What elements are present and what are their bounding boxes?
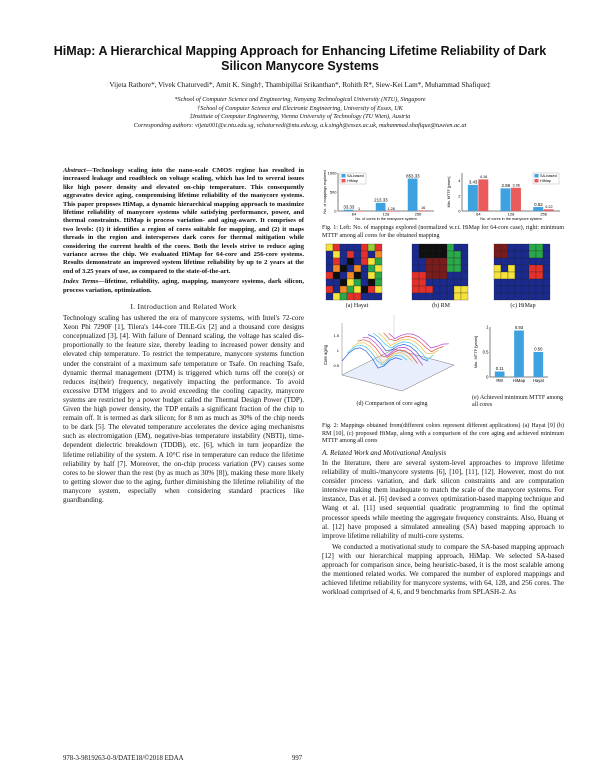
subcaption-d: (d) Comparison of core aging: [356, 401, 428, 408]
hmc-cell: [529, 258, 536, 265]
hmc-cell: [529, 279, 536, 286]
hmc-cell: [494, 251, 501, 258]
surface-core-aging: [322, 315, 462, 399]
hma-cell: [368, 272, 375, 279]
hma-cell: [354, 286, 361, 293]
hmb-cell: [454, 272, 461, 279]
figure-2: [322, 243, 564, 423]
right-column: [322, 167, 564, 597]
footer-isbn: 978-3-9819263-0-9/DATE18/©2018 EDAA: [63, 755, 184, 762]
c1-legend-swatch: [342, 179, 346, 183]
hmb-cell: [454, 265, 461, 272]
hma-cell: [340, 251, 347, 258]
c1-data-label: 33.33: [343, 204, 355, 210]
c2-data-label: 0.22: [545, 205, 553, 210]
hma-cell: [375, 272, 382, 279]
hma-cell: [340, 258, 347, 265]
hma-cell: [361, 286, 368, 293]
hma-cell: [361, 244, 368, 251]
subcaption-a: (a) Hayat: [345, 303, 369, 310]
hma-cell: [333, 258, 340, 265]
hma-cell: [361, 272, 368, 279]
hma-cell: [326, 244, 333, 251]
hma-cell: [340, 244, 347, 251]
hma-cell: [347, 293, 354, 300]
hmb-cell: [412, 279, 419, 286]
hmc-cell: [522, 258, 529, 265]
index-terms-lead: Index Terms: [63, 278, 99, 286]
hma-cell: [368, 286, 375, 293]
hma-cell: [354, 244, 361, 251]
hmb-cell: [461, 279, 468, 286]
hmc-cell: [515, 258, 522, 265]
c2-xtick: 256: [540, 211, 548, 217]
hma-cell: [354, 251, 361, 258]
chart-min-mttf: [446, 167, 564, 223]
hmb-cell: [461, 258, 468, 265]
hma-cell: [354, 272, 361, 279]
hmb-cell: [419, 244, 426, 251]
hmb-cell: [440, 286, 447, 293]
c3-ytick: 0.5: [482, 349, 489, 355]
hmc-cell: [515, 251, 522, 258]
hma-cell: [326, 293, 333, 300]
c2-ytick: 4: [458, 178, 461, 184]
hmc-cell: [522, 272, 529, 279]
hmb-cell: [454, 293, 461, 300]
hmc-cell: [494, 265, 501, 272]
hma-cell: [361, 265, 368, 272]
c1-bar: [408, 179, 418, 211]
hmb-cell: [447, 265, 454, 272]
hmb-cell: [447, 258, 454, 265]
hma-cell: [361, 251, 368, 258]
c2-ytick: 2: [458, 193, 461, 199]
hmc-cell: [508, 293, 515, 300]
hmc-cell: [536, 251, 543, 258]
hmb-cell: [412, 286, 419, 293]
hmc-cell: [501, 251, 508, 258]
hma-cell: [326, 251, 333, 258]
surface-zlabel: Core aging: [323, 344, 328, 366]
hmb-cell: [440, 272, 447, 279]
hmb-cell: [440, 251, 447, 258]
hmc-cell: [536, 293, 543, 300]
hmc-cell: [543, 272, 550, 279]
hmc-cell: [529, 293, 536, 300]
c2-data-label: 0.52: [534, 201, 543, 207]
hma-cell: [354, 279, 361, 286]
hma-cell: [333, 293, 340, 300]
hmc-cell: [536, 286, 543, 293]
left-column: [63, 167, 304, 505]
hma-cell: [361, 258, 368, 265]
hmb-cell: [454, 244, 461, 251]
abstract-text: —Technology scaling into the nano-scale CMOS regime has resulted in increased leakage and roadblock on voltage scaling, which has led to several issues like high power density and elevated on-chip temperature. This consequently aggravates device aging, compromising lifetime reliability of the manycore systems. This paper proposes HiMap, a dynamic hierarchical mapping approach to maximize lifetime reliability of manycore systems while satisfying performance, power, and thermal constraints. HiMap is process variation- and aging-aware. It comprises of two levels: (1) it identifies a region of cores suitable for mapping, and (2) it maps threads in the region and intersperses dark cores for thermal mitigation while considering the current health of the cores. Both the levels strive to reduce aging variance across the chip. We evaluated HiMap for 64-core and 256-core systems. Results demonstrate an improved system lifetime reliability by up to 2 years at the end of 3.25 years of use, as compared to the state-of-the-art.: [63, 167, 304, 275]
hmb-cell: [454, 258, 461, 265]
hma-cell: [333, 272, 340, 279]
hma-cell: [347, 265, 354, 272]
hmc-cell: [508, 258, 515, 265]
c3-bar: [534, 352, 544, 377]
c2-bar: [533, 207, 543, 211]
hmb-cell: [433, 293, 440, 300]
hmb-cell: [447, 244, 454, 251]
c3-ylabel: Min. MTTF [years]: [473, 335, 478, 369]
hma-cell: [326, 279, 333, 286]
c1-data-label: 213.33: [374, 197, 388, 203]
c1-bar: [376, 203, 386, 211]
hmc-cell: [536, 279, 543, 286]
affiliation-essex: †School of Computer Science and Electronic Engineering, University of Essex, UK: [197, 104, 403, 112]
hmc-cell: [515, 286, 522, 293]
c3-data-label: 0.93: [514, 325, 524, 331]
hmb-cell: [419, 272, 426, 279]
hmb-cell: [440, 293, 447, 300]
hmc-cell: [543, 265, 550, 272]
hma-cell: [347, 286, 354, 293]
section-heading-intro: I. Introduction and Related Work: [130, 302, 237, 312]
hma-cell: [347, 279, 354, 286]
hma-cell: [333, 279, 340, 286]
hmb-cell: [447, 293, 454, 300]
c2-ytick: 0: [458, 208, 461, 214]
c1-ytick: 500: [329, 189, 337, 195]
hmb-cell: [412, 244, 419, 251]
hmc-cell: [501, 272, 508, 279]
c2-bar: [468, 185, 478, 211]
c3-ytick: 0: [486, 374, 489, 380]
hmc-cell: [543, 286, 550, 293]
hmc-cell: [522, 265, 529, 272]
figure-1: [322, 167, 564, 225]
hmb-cell: [419, 265, 426, 272]
hma-cell: [375, 286, 382, 293]
chart-achieved-mttf: [472, 319, 552, 393]
hmb-cell: [461, 272, 468, 279]
c1-xlabel: No. of cores in the manycore system: [355, 217, 417, 221]
hmb-cell: [454, 286, 461, 293]
hmc-cell: [522, 286, 529, 293]
surface-ztick: 1.5: [333, 333, 339, 339]
hmc-cell: [536, 244, 543, 251]
hmb-cell: [440, 258, 447, 265]
hmb-cell: [426, 286, 433, 293]
c3-xtick: HiMap: [512, 378, 526, 384]
affiliation-tuwien: ‡Institute of Computer Engineering, Vienna University of Technology (TU Wien), Austria: [189, 113, 411, 120]
hmb-cell: [433, 286, 440, 293]
hmc-cell: [501, 279, 508, 286]
c2-legend-swatch: [535, 174, 539, 178]
hmb-cell: [447, 251, 454, 258]
c1-data-label: 1: [358, 206, 361, 211]
hmb-cell: [426, 265, 433, 272]
heatmap-rm: [410, 243, 472, 301]
hma-cell: [354, 265, 361, 272]
hma-cell: [375, 279, 382, 286]
hma-cell: [340, 265, 347, 272]
hmb-cell: [419, 286, 426, 293]
c1-xtick: 128: [382, 211, 390, 217]
hma-cell: [326, 286, 333, 293]
hma-cell: [326, 272, 333, 279]
c2-xlabel: No. of cores in the manycore system: [480, 217, 542, 221]
hmc-cell: [515, 244, 522, 251]
hmc-cell: [494, 272, 501, 279]
subsection-heading-related-work: A. Related Work and Motivational Analysis: [322, 448, 447, 457]
c1-data-label: 853.33: [406, 173, 420, 179]
c2-legend-swatch: [535, 179, 539, 183]
c1-legend-label: SA-based: [347, 174, 364, 179]
intro-paragraph: Technology scaling has ushered the era of manycore systems, with Intel's 72-core Xeon Phi 7290F [1], Tilera's 144-core TILE-Gx [2] and a thousand core designs conceptualized [3], [4]. With failure of Dennard scaling, the voltage has scaled dis-proportionally to the feature size, thereby leading to increased power density and elevated chip temperature. To restrict the temperature, manycore systems function under the constraint of a maximum safe temperature or Tsafe. On reaching Tsafe, dynamic thermal management (DTM) is triggered which turns off the core(s) or reduces its(their) frequency, negatively impacting the performance. To avoid excessive DTM triggers and to avoid exceeding the cooling capacity, manycore systems are restricted by a power budget called the Thermal Design Power (TDP). Given the high power density, the TDP entails a significant fraction of the chip to remain off. It is termed as dark silicon; for 8 nm as much as 30% of the chip needs to be dark [5]. The elevated temperature accelerates the device aging mechanisms such as electromigation (EM), negative-bias temperature instability (NBTI), time-dependent dielectric breakdown (TDDB), etc. [6], which in turn jeopardize the lifetime reliability of the system. A 10°C rise in temperature can reduce the lifetime reliability by half [7]. Moreover, the on-chip process variation (PV) causes some cores to be slower than the rest (by as much as 30% [8]), making these more likely to getting slower due to the aging, further diminishing the lifetime reliability of the manycore system, especially when considering standard practices like guardbanding.: [63, 314, 304, 504]
hmb-cell: [419, 293, 426, 300]
hma-cell: [340, 286, 347, 293]
hmc-cell: [494, 279, 501, 286]
hma-cell: [340, 272, 347, 279]
hma-cell: [368, 279, 375, 286]
hmc-cell: [501, 293, 508, 300]
hma-cell: [375, 265, 382, 272]
figure-2-caption: Fig. 2: Mappings obtained from(different colors represent different applications) (a) Hayat [9] (b) RM [10], (c) proposed HiMap, along with a comparison of the core aging and achieved minimum MTTF among all cores: [322, 423, 564, 445]
c3-ytick: 1: [486, 324, 489, 330]
hma-cell: [326, 258, 333, 265]
c2-legend-label: HiMap: [540, 179, 551, 184]
hmc-cell: [529, 251, 536, 258]
hmb-cell: [412, 293, 419, 300]
c1-ytick: 1000: [327, 170, 337, 176]
hmc-cell: [508, 244, 515, 251]
c2-bar: [501, 188, 511, 211]
hma-cell: [361, 279, 368, 286]
subcaption-b: (b) RM: [432, 303, 450, 310]
hmb-cell: [412, 258, 419, 265]
c3-bar: [495, 372, 505, 378]
c1-legend-label: HiMap: [347, 179, 358, 184]
c3-xtick: Hayat: [532, 378, 544, 384]
hmc-cell: [494, 244, 501, 251]
hmc-cell: [494, 286, 501, 293]
subcaption-c: (c) HiMap: [510, 303, 536, 310]
hmc-cell: [508, 251, 515, 258]
hmb-cell: [447, 272, 454, 279]
corresponding-authors: Corresponding authors: vijeta001@e.ntu.edu.sg, vchaturvedi@ntu.edu.sg, a.k.singh@essex.ac.uk, muhammad.shafique@tuwien.ac.at: [133, 121, 467, 129]
hma-cell: [368, 265, 375, 272]
index-terms-text: —lifetime, reliability, aging, mapping, manycore systems, dark silicon, process variation, optimization.: [63, 278, 304, 294]
c1-ylabel: No. of mappings explored: [323, 170, 327, 214]
c3-data-label: 0.11: [495, 366, 504, 372]
hmc-cell: [522, 279, 529, 286]
hmc-cell: [543, 244, 550, 251]
c2-bar: [478, 179, 488, 211]
hmb-cell: [433, 258, 440, 265]
hmb-cell: [447, 279, 454, 286]
hmb-cell: [426, 293, 433, 300]
subcaption-e: (e) Achieved minimum MTTF among all cores: [472, 395, 563, 409]
hmb-cell: [419, 251, 426, 258]
hma-cell: [333, 244, 340, 251]
hma-cell: [347, 244, 354, 251]
hma-cell: [375, 258, 382, 265]
hma-cell: [368, 251, 375, 258]
hma-cell: [347, 272, 354, 279]
hmb-cell: [412, 272, 419, 279]
hma-cell: [375, 251, 382, 258]
figure-1-caption: Fig. 1: Left: No. of mappings explored (normalized w.r.t. HiMap for 64-core case), right: minimum MTTF among all cores for the obtained mapping: [322, 225, 564, 239]
hmb-cell: [433, 244, 440, 251]
hma-cell: [347, 251, 354, 258]
hmc-cell: [522, 244, 529, 251]
hma-cell: [333, 251, 340, 258]
surface-ztick: 0.5: [333, 363, 339, 369]
hma-cell: [333, 265, 340, 272]
hmb-cell: [447, 286, 454, 293]
hma-cell: [368, 293, 375, 300]
hmb-cell: [440, 279, 447, 286]
hmc-cell: [529, 286, 536, 293]
hmb-cell: [433, 279, 440, 286]
c1-ytick: 0: [334, 208, 337, 214]
page-number: 997: [292, 755, 303, 762]
hmc-cell: [515, 265, 522, 272]
hma-cell: [340, 293, 347, 300]
hma-cell: [333, 286, 340, 293]
c2-data-label: 2.98: [501, 183, 511, 189]
hmc-cell: [536, 272, 543, 279]
hmb-cell: [426, 279, 433, 286]
paper-title: HiMap: A Hierarchical Mapping Approach for Enhancing Lifetime Reliability of Dark Silicon Manycore Systems: [53, 44, 547, 73]
hma-cell: [375, 244, 382, 251]
hma-cell: [368, 258, 375, 265]
hmc-cell: [515, 272, 522, 279]
hmc-cell: [522, 251, 529, 258]
hmb-cell: [426, 251, 433, 258]
hmb-cell: [433, 265, 440, 272]
abstract-lead: Abstract: [63, 167, 86, 174]
chart-mappings-explored: [322, 167, 438, 223]
hmc-cell: [529, 244, 536, 251]
hmc-cell: [536, 265, 543, 272]
c1-data-label: 16: [421, 206, 426, 211]
index-terms: [63, 278, 304, 295]
heatmap-hayat: [324, 243, 386, 301]
hma-cell: [347, 258, 354, 265]
affiliations: [40, 96, 560, 130]
hma-cell: [361, 293, 368, 300]
hma-cell: [368, 244, 375, 251]
surface-ztick: 1: [336, 348, 339, 354]
hmb-cell: [426, 272, 433, 279]
hmb-cell: [426, 244, 433, 251]
hmc-cell: [508, 279, 515, 286]
hmb-cell: [412, 251, 419, 258]
c3-bar: [514, 331, 524, 378]
c1-xtick: 64: [351, 211, 357, 217]
c2-xtick: 128: [507, 211, 515, 217]
c2-data-label: 3.06: [512, 183, 520, 188]
abstract: [63, 167, 304, 276]
hmb-cell: [426, 258, 433, 265]
c2-bar: [511, 188, 521, 211]
hmc-cell: [501, 286, 508, 293]
c1-legend-swatch: [342, 174, 346, 178]
author-list: Vijeta Rathore*, Vivek Chaturvedi*, Amit K. Singh†, Thambipillai Srikanthan*, Rohith R*, Siew-Kei Lam*, Muhammad Shafique‡: [109, 81, 491, 89]
hmb-cell: [454, 279, 461, 286]
hma-cell: [354, 293, 361, 300]
related-work-paragraph-2: We conducted a motivational study to compare the SA-based mapping approach [12] with our hierarchical mapping approach, HiMap. We selected SA-based approach for comparison since, being heuristic-based, it is the most scalable among the mentioned related works. We compared the number of explored mappings and achieved lifetime reliability for manycore systems, with 64, 128, and 256 cores. The workload comprised of 4, 6, and 9 benchmarks from SPLASH-2. As: [322, 542, 564, 597]
hmb-cell: [419, 279, 426, 286]
hmb-cell: [412, 265, 419, 272]
hmc-cell: [543, 251, 550, 258]
hmb-cell: [461, 244, 468, 251]
hmc-cell: [515, 293, 522, 300]
hmc-cell: [529, 272, 536, 279]
hmb-cell: [440, 265, 447, 272]
c2-ylabel: Min. MTTF [years]: [447, 176, 451, 208]
heatmap-himap: [492, 243, 554, 301]
hmb-cell: [419, 258, 426, 265]
hmc-cell: [515, 279, 522, 286]
hmb-cell: [461, 265, 468, 272]
hma-cell: [354, 258, 361, 265]
hmc-cell: [508, 265, 515, 272]
related-work-paragraph-1: In the literature, there are several system-level approaches to improve lifetime reliability of multi-/manycore systems [6], [10], [11], [12]. However, most do not consider process variation, and dark silicon constraints and are computation intensive making them inadequate to match the scale of the manycore systems. For instance, Das et al. [6] devised a convex optimization-based mapping technique and Wang et al. [11] used sequential quadratic programming to find the optimal processor speeds while meeting the aggregate frequency constraints. Also, Huang et al. [12] have proposed a simulated annealing (SA) based mapping approach to improve lifetime reliability of multi-core systems.: [322, 458, 564, 540]
hmb-cell: [461, 286, 468, 293]
c3-xtick: RM: [496, 378, 503, 384]
c2-data-label: 3.43: [468, 179, 478, 185]
c2-xtick: 64: [476, 211, 481, 217]
hmb-cell: [440, 244, 447, 251]
hmc-cell: [501, 258, 508, 265]
hmc-cell: [508, 272, 515, 279]
c2-data-label: 4.16: [479, 175, 488, 180]
hma-cell: [326, 265, 333, 272]
c2-legend-label: SA-based: [540, 174, 557, 179]
hmc-cell: [522, 293, 529, 300]
hmc-cell: [529, 265, 536, 272]
c1-data-label: 1.28: [387, 206, 395, 211]
c3-data-label: 0.50: [534, 346, 543, 352]
hmc-cell: [494, 258, 501, 265]
hmc-cell: [508, 286, 515, 293]
hmc-cell: [536, 258, 543, 265]
hmb-cell: [433, 251, 440, 258]
hma-cell: [375, 293, 382, 300]
hmb-cell: [454, 251, 461, 258]
hmc-cell: [543, 279, 550, 286]
hmb-cell: [461, 251, 468, 258]
hmc-cell: [501, 265, 508, 272]
hma-cell: [340, 279, 347, 286]
c1-xtick: 256: [414, 211, 422, 217]
affiliation-ntu: *School of Computer Science and Engineering, Nanyang Technological University (NTU), Singapore: [174, 96, 426, 103]
hmc-cell: [501, 244, 508, 251]
hmb-cell: [461, 293, 468, 300]
hmc-cell: [494, 293, 501, 300]
hmb-cell: [433, 272, 440, 279]
hmc-cell: [543, 293, 550, 300]
hmc-cell: [543, 258, 550, 265]
